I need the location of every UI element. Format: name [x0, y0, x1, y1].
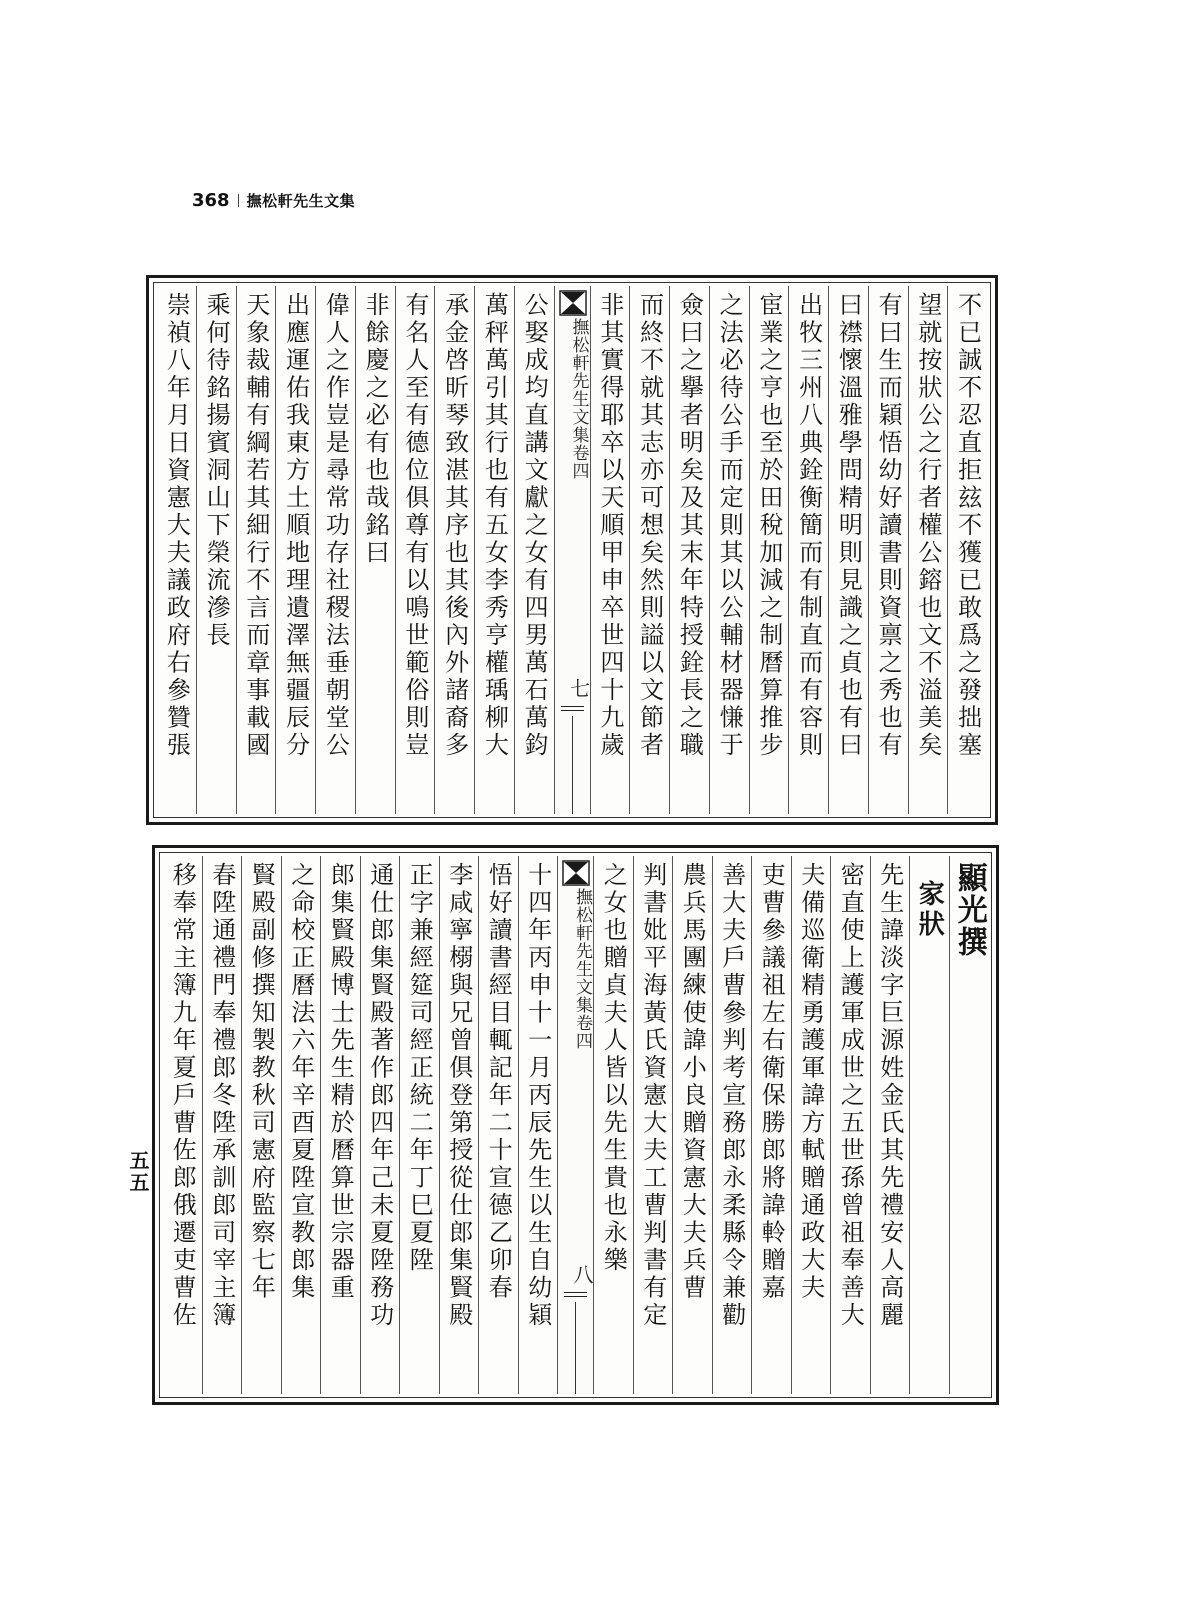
- text-column: 善大夫戶曹參判考宣務郎永柔縣令兼勸: [712, 856, 752, 1394]
- text-column: 李咸寧榒與兄曾俱登第授從仕郎集賢殿: [439, 856, 479, 1394]
- text-column: 郎集賢殿博士先生精於曆算世宗器重: [320, 856, 360, 1394]
- text-column: 十四年丙申十一月丙辰先生以生自幼穎: [518, 856, 558, 1394]
- running-header: [192, 186, 355, 214]
- text-column: 春陞通禮門奉禮郎冬陞承訓郎司宰主簿: [202, 856, 242, 1394]
- text-column: 天象裁輔有綱若其細行不言而章事載國: [236, 286, 276, 814]
- text-column: 出牧三州八典銓衡簡而有制直而有容則: [788, 286, 828, 814]
- text-column: 移奉常主簿九年夏戶曹佐郎俄遷吏曹佐: [168, 862, 197, 1330]
- fold-center-column: [554, 286, 590, 814]
- text-column: 有曰生而穎悟幼好讀書則資禀之秀也有: [868, 286, 908, 814]
- text-column: 偉人之作豈是尋常功存社稷法垂朝堂公: [315, 286, 355, 814]
- fold-bar: [561, 706, 584, 711]
- text-column: 宦業之亨也至於田稅加減之制曆算推步: [749, 286, 789, 814]
- text-column: 判書妣平海黃氏資憲大夫工曹判書有定: [633, 856, 673, 1394]
- text-column: 夫備巡衛精勇護軍諱方軾贈通政大夫: [791, 856, 831, 1394]
- fold-title: 撫松軒先生文集卷四: [572, 888, 592, 1050]
- text-column: 出應運佑我東方土順地理遺澤無疆辰分: [275, 286, 315, 814]
- text-column: 非其實得耶卒以天順甲申卒世四十九歲: [590, 286, 630, 814]
- text-column: 非餘慶之必有也哉銘曰: [355, 286, 395, 814]
- text-column: 之命校正曆法六年辛酉夏陞宣教郎集: [281, 856, 321, 1394]
- text-column: 乘何待銘揚賓洞山下榮流滲長: [196, 286, 236, 814]
- fold-bar: [564, 1292, 587, 1297]
- fish-tail-icon: [562, 860, 590, 886]
- text-column: 吏曹參議祖左右衛保勝郎將諱軨贈嘉: [751, 856, 791, 1394]
- text-column: 有名人至有德位俱尊有以鳴世範俗則豈: [395, 286, 435, 814]
- text-column: 通仕郎集賢殿著作郎四年己未夏陞務功: [360, 856, 400, 1394]
- fold-line: [572, 716, 573, 814]
- text-column: 不已誠不忍直拒玆不獲已敢爲之發拙塞: [947, 286, 987, 814]
- text-column: 曰襟懷溫雅學問精明則見識之貞也有曰: [828, 286, 868, 814]
- text-column: 先生諱淡字巨源姓金氏其先禮安人高麗: [870, 856, 910, 1394]
- header-separator: [238, 194, 239, 207]
- text-column: 崇禎八年月日資憲大夫議政府右參贊張: [162, 292, 191, 760]
- text-column: 望就按狀公之行者權公鎔也文不溢美矣: [908, 286, 948, 814]
- fold-page-number: 八: [570, 1264, 594, 1284]
- text-column: 之法必待公手而定則其以公輔材器慊于: [709, 286, 749, 814]
- woodblock-page-top: [146, 275, 998, 825]
- woodblock-page-bottom: [152, 845, 999, 1405]
- fish-tail-icon: [559, 290, 587, 316]
- author-column: 顯光撰: [949, 856, 989, 1394]
- page-number: 368: [192, 189, 230, 211]
- text-column: 僉曰之擧者明矣及其末年特授銓長之職: [669, 286, 709, 814]
- text-column: 賢殿副修撰知製教秋司憲府監察七年: [241, 856, 281, 1394]
- text-column: 密直使上護軍成世之五世孫曾祖奉善大: [830, 856, 870, 1394]
- fold-center-column: [557, 856, 593, 1394]
- text-column: 之女也贈貞夫人皆以先生貴也永樂: [593, 856, 633, 1394]
- text-column: 正字兼經筵司經正統二年丁巳夏陞: [399, 856, 439, 1394]
- text-column: 悟好讀書經目輒記年二十宣德乙卯春: [478, 856, 518, 1394]
- margin-page-mark: 五五: [126, 1150, 150, 1194]
- section-heading-column: 家狀: [909, 856, 949, 1394]
- text-column: 而終不就其志亦可想矣然則謚以文節者: [629, 286, 669, 814]
- text-column: 公娶成均直講文獻之女有四男萬石萬鈞: [514, 286, 554, 814]
- fold-page-number: 七: [566, 678, 591, 698]
- text-column: 承金啓昕琴致湛其序也其後內外諸裔多: [434, 286, 474, 814]
- fold-title: 撫松軒先生文集卷四: [568, 318, 589, 480]
- text-column: 農兵馬團練使諱小良贈資憲大夫兵曹: [672, 856, 712, 1394]
- fold-line: [575, 1302, 576, 1394]
- book-title: 撫松軒先生文集: [246, 191, 356, 210]
- text-column: 萬秤萬引其行也有五女李秀亨權瑀柳大: [474, 286, 514, 814]
